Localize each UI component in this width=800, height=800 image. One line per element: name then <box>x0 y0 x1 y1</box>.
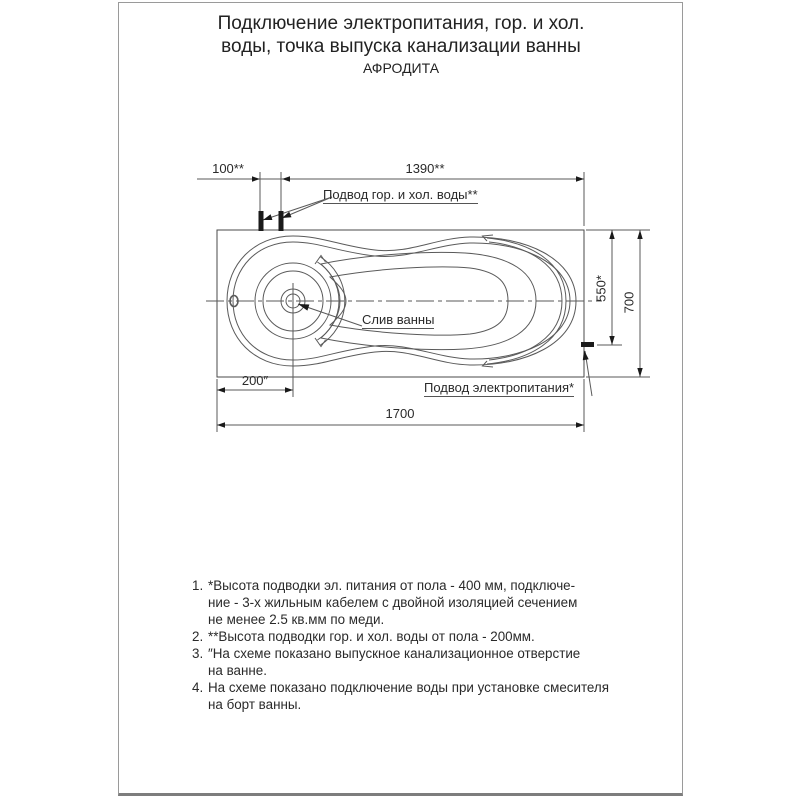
notes-list <box>192 577 632 713</box>
dim-200: 200″ <box>241 373 269 388</box>
water-leader-1 <box>263 197 332 220</box>
dim-1700: 1700 <box>385 406 415 421</box>
note-text: *Высота подводки эл. питания от пола - 400 мм, подключе- ние - 3-х жильным кабелем с двойной изоляцией сечением не менее 2.5 кв.мм по меди. <box>208 578 578 627</box>
note-item <box>192 679 632 713</box>
note-number: 2. <box>192 629 204 644</box>
note-item <box>192 628 632 645</box>
hot-water-point <box>259 211 264 231</box>
note-text: На схеме показано подключение воды при установке смесителя на борт ванны. <box>208 680 609 712</box>
title-line-2: воды, точка выпуска канализации ванны <box>221 36 581 57</box>
dim-1390: 1390** <box>405 161 445 176</box>
water-supply-label: Подвод гор. и хол. воды** <box>323 187 478 202</box>
dim-700: 700 <box>621 291 637 314</box>
cold-water-point <box>279 211 284 231</box>
title-line-1: Подключение электропитания, гор. и хол. <box>217 13 585 34</box>
note-number: 1. <box>192 578 204 593</box>
drain-label: Слив ванны <box>362 312 435 327</box>
model-name: АФРОДИТА <box>362 60 440 76</box>
power-supply-label: Подвод электропитания* <box>424 380 575 395</box>
note-text: ″На схеме показано выпускное канализационное отверстие на ванне. <box>208 646 581 678</box>
note-text: **Высота подводки гор. и хол. воды от пола - 200мм. <box>208 629 535 644</box>
note-item <box>192 577 632 628</box>
dim-100: 100** <box>212 161 244 176</box>
dim-550: 550* <box>593 275 609 302</box>
note-number: 3. <box>192 646 204 661</box>
note-item <box>192 645 632 679</box>
note-number: 4. <box>192 680 204 695</box>
power-point <box>581 342 594 347</box>
